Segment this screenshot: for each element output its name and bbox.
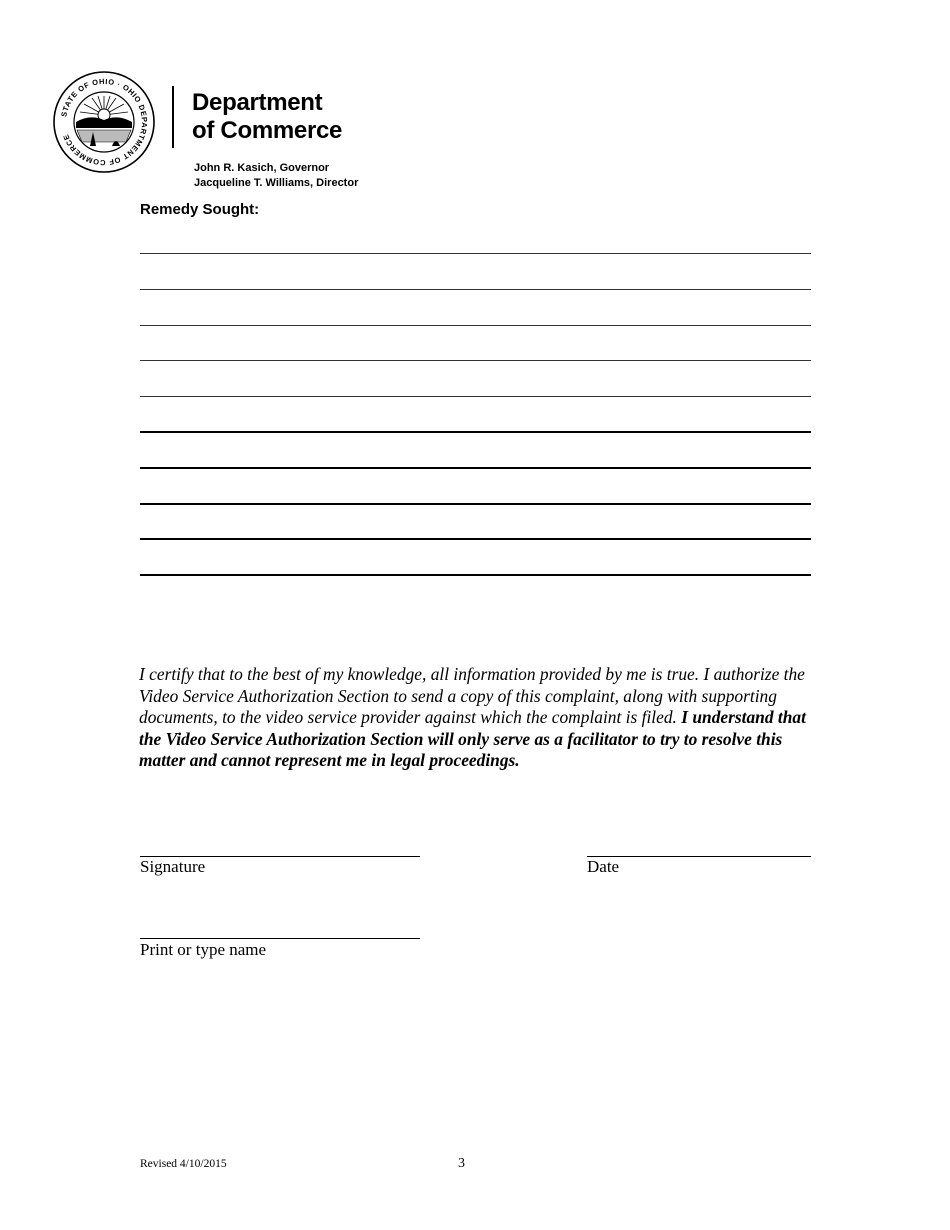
header-divider [172,86,174,148]
svg-text:STATE OF OHIO · OHIO DEPARTMEN: STATE OF OHIO · OHIO DEPARTMENT OF COMMERCE [59,76,150,168]
remedy-line-5[interactable] [140,396,811,397]
revision-date: Revised 4/10/2015 [140,1158,227,1170]
department-line-1: Department [192,89,323,116]
remedy-line-1[interactable] [140,253,811,254]
remedy-line-2[interactable] [140,289,811,290]
remedy-line-3[interactable] [140,325,811,326]
remedy-line-9[interactable] [140,538,811,540]
date-label: Date [587,857,620,876]
officials-block [194,161,358,190]
director-line: Jacqueline T. Williams, Director [194,176,359,189]
page-number: 3 [458,1156,465,1171]
printed-name-label: Print or type name [140,940,267,959]
printed-name-line[interactable] [140,938,420,939]
remedy-line-4[interactable] [140,360,811,361]
remedy-line-10[interactable] [140,574,811,576]
certification-statement [139,664,819,772]
remedy-line-8[interactable] [140,503,811,505]
governor-line: John R. Kasich, Governor [194,162,330,174]
remedy-sought-label: Remedy Sought: [140,201,260,218]
signature-label: Signature [140,857,206,876]
certification-italic-text: I certify that to the best of my knowledge, all information provided by me is true. I authorize the Video Service Authorization Section to send a copy of this complaint, along with supporting documents, to the video service provider against which the complaint is filed. [139,664,805,728]
remedy-line-7[interactable] [140,467,811,469]
date-line[interactable] [587,856,811,857]
ohio-seal-logo [52,70,156,174]
remedy-line-6[interactable] [140,431,811,433]
department-name [192,89,342,145]
department-line-2: of Commerce [192,117,343,144]
certification-bold-text: I understand that the Video Service Authorization Section will only serve as a facilitator to try to resolve this matter and cannot represent me in legal proceedings. [139,707,806,771]
